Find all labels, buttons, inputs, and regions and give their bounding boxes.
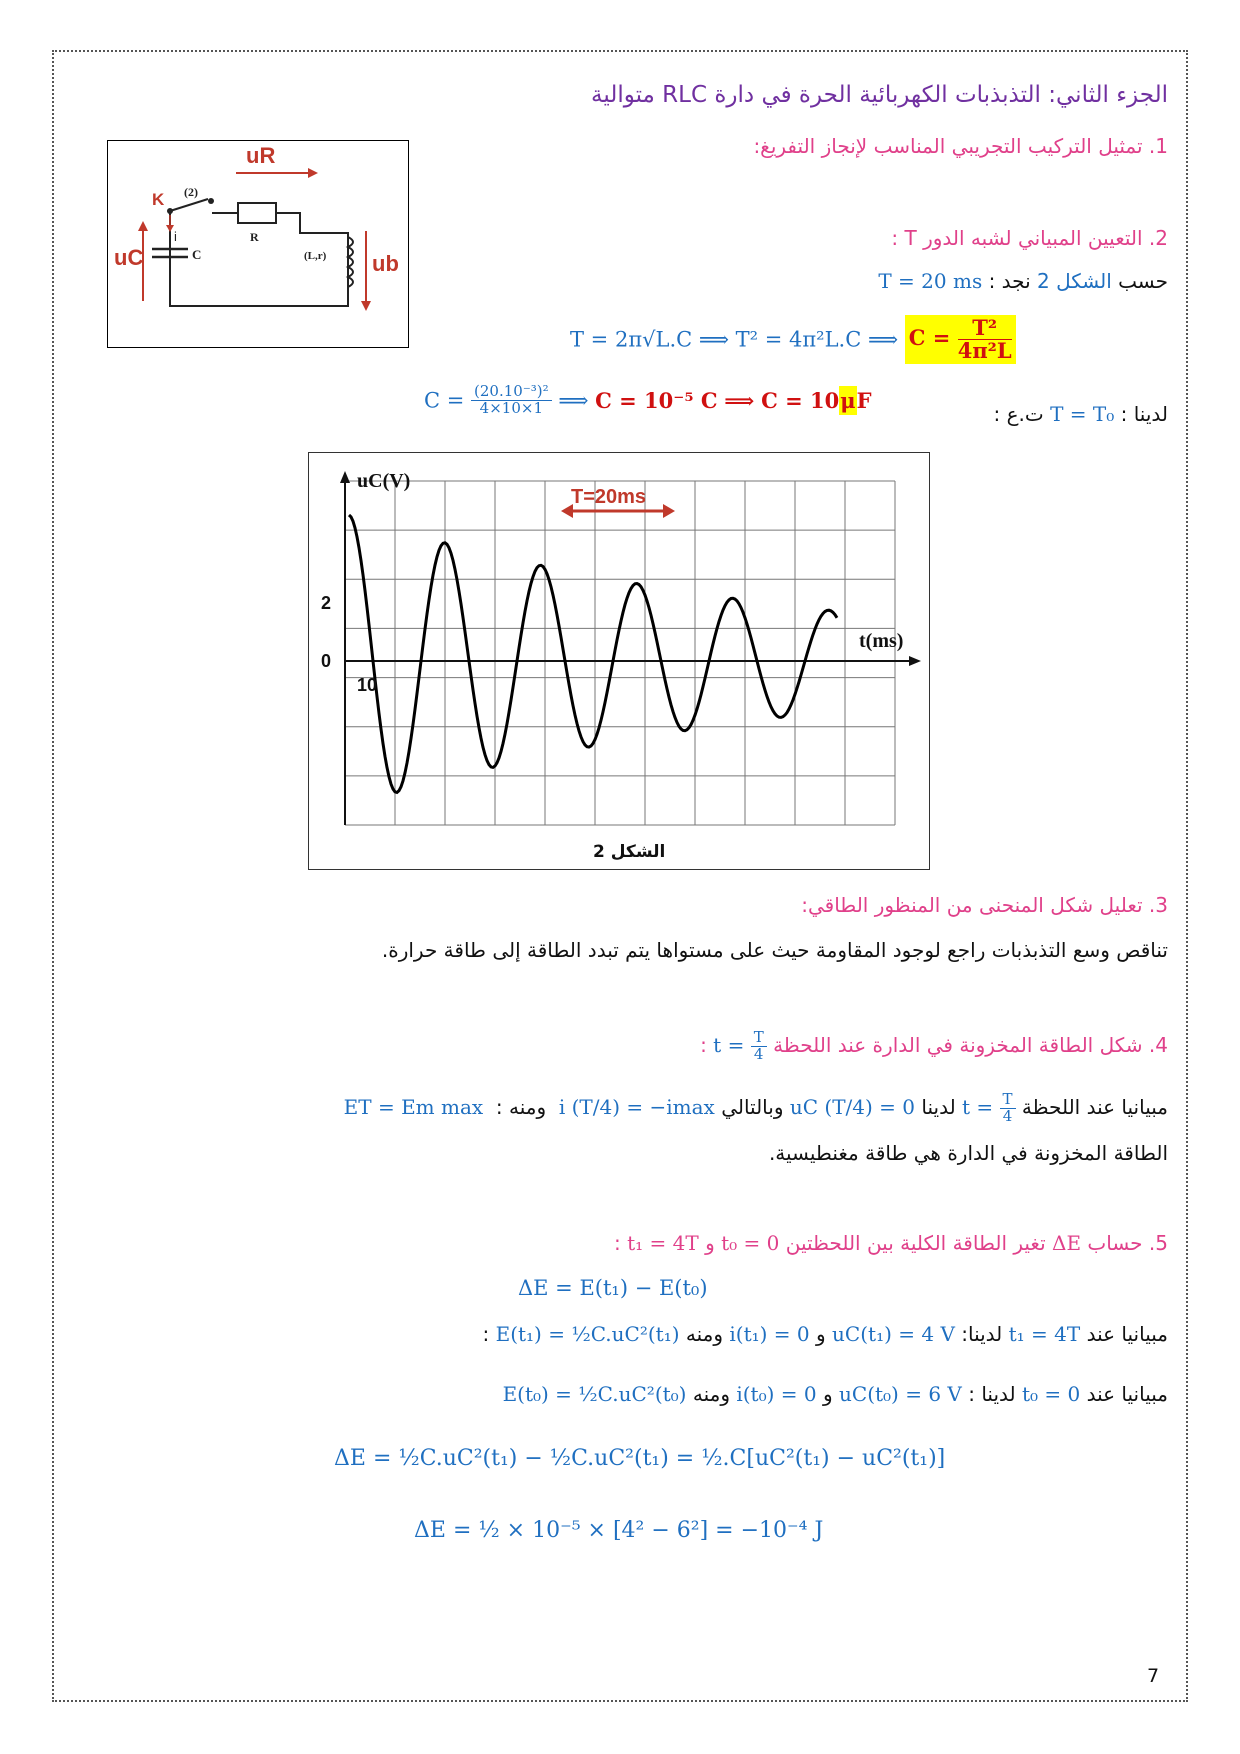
figure-reference: الشكل 2 [1037,269,1112,293]
voltage-curve [349,515,837,792]
period-annotation: T=20ms [571,486,647,508]
q2-line2: لدينا : T = T₀ ت.ع : [993,402,1168,426]
tick-10: 10 [357,675,378,695]
period-value: T = 20 ms [878,269,983,293]
q5-heading: 5. حساب ΔE تغير الطاقة الكلية بين اللحظتين t₀ = 0 و t₁ = 4T : [614,1231,1168,1255]
period-formula: T = 2π√L.C ⟹ T² = 4π²L.C ⟹ C = $\frac{\text{T²}}{\text{4π²L}}$ [570,315,1016,364]
label-i: i [174,229,177,244]
q3-heading: 3. تعليل شكل المنحنى من المنظور الطاقي: [801,893,1168,917]
label-K: K [152,190,165,209]
x-axis-label: t(ms) [859,630,904,652]
label-uC: uC [114,245,144,270]
section-title: الجزء الثاني: التذبذبات الكهربائية الحرة في دارة RLC متوالية [591,82,1168,108]
q1-heading: 1. تمثيل التركيب التجريبي المناسب لإنجاز التفريغ: [753,134,1168,158]
delta-e-result: ΔE = ½ × 10⁻⁵ × [4² − 6²] = −10⁻⁴ J [414,1518,824,1543]
label-uR: uR [246,143,276,168]
tick-0: 0 [321,651,332,671]
q4-line2: الطاقة المخزونة في الدارة هي طاقة مغنطيسية. [768,1141,1168,1165]
label-coil: (L,r) [304,250,327,262]
label-ub: ub [372,251,399,276]
y-axis-label: uC(V) [357,470,411,492]
q2-line1-mid: نجد : [988,269,1031,293]
label-C: C [192,247,202,262]
q2-heading: 2. التعيين المبياني لشبه الدور T : [891,226,1168,250]
q2-line1-prefix: حسب [1118,269,1168,293]
page-number: 7 [1147,1665,1160,1687]
q4-line1: مبيانيا عند اللحظة t = $\frac{T}{4}$ لدينا uC (T/4) = 0 وبالتالي i (T/4) = −imax ومنه : ET = Em max [343,1090,1168,1125]
chart-grid [345,481,895,825]
figure-caption: الشكل 2 [593,842,666,862]
q3-answer: تناقص وسع التذبذبات راجع لوجود المقاومة حيث على مستواها يتم تبدد الطاقة إلى طاقة حرارة. [381,938,1168,962]
label-R: R [250,230,259,244]
capacitance-calculation: C = $\frac{\text{(20.10⁻³)²}}{4\times 10\times 1}$ ⟹ C = 10⁻⁵ C ⟹ C = 10μF [424,382,872,417]
label-switch-pos: (2) [184,185,198,199]
q4-heading: 4. شكل الطاقة المخزونة في الدارة عند اللحظة t = $\frac{T}{4}$ : [700,1028,1168,1063]
q2-line1 [878,269,1168,293]
tick-2: 2 [321,593,332,613]
delta-e-expression: ΔE = ½C.uC²(t₁) − ½C.uC²(t₁) = ½.C[uC²(t₁) − uC²(t₁)] [334,1446,946,1471]
circuit-diagram [107,140,409,348]
q5-line2: مبيانيا عند t₀ = 0 لدينا : uC(t₀) = 6 V و i(t₀) = 0 ومنه E(t₀) = ½C.uC²(t₀) [502,1382,1168,1406]
q5-line1: مبيانيا عند t₁ = 4T لدينا: uC(t₁) = 4 V و i(t₁) = 0 ومنه E(t₁) = ½C.uC²(t₁) : [482,1322,1168,1346]
capacitance-formula: C = $\frac{\text{T²}}{\text{4π²L}}$ [905,315,1016,364]
figure-2-chart [308,452,930,870]
delta-e-definition: ΔE = E(t₁) − E(t₀) [518,1276,708,1300]
